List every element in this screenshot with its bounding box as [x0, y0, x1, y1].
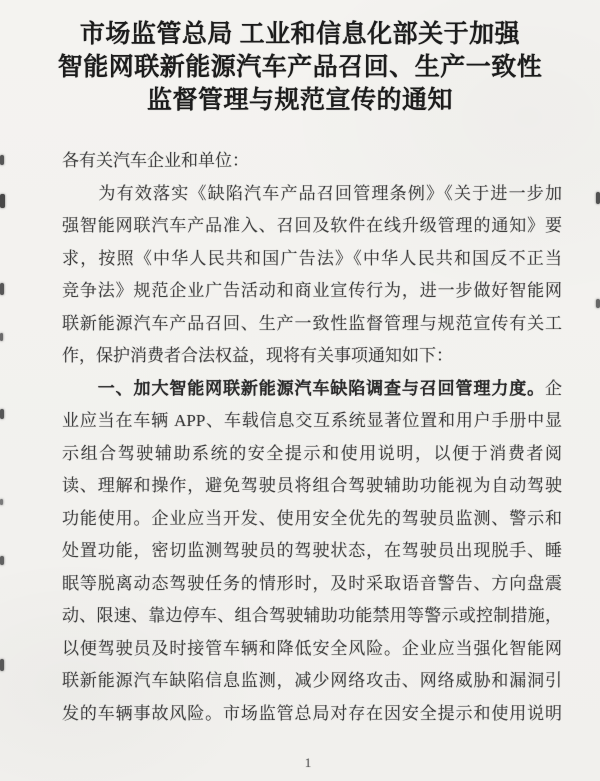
text-line: [62, 405, 562, 438]
text-line: [62, 308, 562, 341]
scan-artifact: [0, 155, 4, 165]
text-line: [62, 243, 562, 276]
title-line-2: 智能网联新能源汽车产品召回、生产一致性: [57, 54, 543, 81]
text-segment: 以便驾驶员及时接管车辆和降低安全风险。企业应当强化智能网: [62, 638, 562, 658]
text-line: [62, 568, 562, 601]
text-line: [62, 698, 562, 731]
text-line: [62, 665, 562, 698]
scan-artifact: [0, 556, 4, 565]
scan-artifact: [596, 299, 600, 308]
page-number: 1: [304, 755, 312, 770]
text-segment: 示组合驾驶辅助系统的安全提示和使用说明，以便于消费者阅: [62, 443, 562, 463]
title-line-3: 监督管理与规范宣传的通知: [146, 87, 453, 114]
text-line: [62, 275, 562, 308]
text-line: [62, 145, 562, 178]
text-line: [62, 600, 562, 633]
text-line: [62, 633, 562, 666]
scan-artifact: [0, 333, 3, 341]
document-title: [0, 18, 600, 117]
text-segment: 发的车辆事故风险。市场监管总局对存在因安全提示和使用说明: [62, 703, 562, 723]
text-segment: [62, 379, 98, 398]
scan-artifact: [0, 659, 4, 671]
scan-artifact: [0, 194, 5, 208]
text-segment: 读、理解和操作，避免驾驶员将组合驾驶辅助功能视为自动驾驶: [62, 476, 562, 495]
text-line: [62, 340, 562, 373]
text-segment: 企: [545, 378, 563, 398]
text-line: [62, 373, 562, 406]
text-line: [62, 438, 562, 471]
text-segment: 处置功能，密切监测驾驶员的驾驶状态，在驾驶员出现脱手、睡: [62, 541, 562, 560]
document-body: [62, 145, 562, 730]
text-line: [62, 535, 562, 568]
scan-artifact: [0, 409, 4, 419]
text-line: [62, 178, 562, 211]
text-segment: 强智能网联汽车产品准入、召回及软件在线升级管理的通知》要: [62, 216, 562, 235]
text-segment: 眠等脱离动态驾驶任务的情形时，及时采取语音警告、方向盘震: [62, 573, 562, 593]
bold-text-segment: 一、加大智能网联新能源汽车缺陷调查与召回管理力度。: [97, 378, 546, 398]
scan-artifact: [596, 192, 600, 204]
text-segment: 业应当在车辆 APP、车载信息交互系统显著位置和用户手册中显: [62, 411, 562, 430]
text-segment: 求，按照《中华人民共和国广告法》《中华人民共和国反不正当: [62, 248, 562, 268]
scan-artifact: [0, 283, 4, 295]
scan-artifact: [0, 499, 3, 505]
text-line: [62, 503, 562, 536]
text-line: [62, 210, 562, 243]
text-segment: 动、限速、靠边停车、组合驾驶辅助功能禁用等警示或控制措施，: [62, 606, 562, 625]
text-segment: 功能使用。企业应当开发、使用安全优先的驾驶员监测、警示和: [62, 508, 562, 528]
text-segment: 联新能源汽车产品召回、生产一致性监督管理与规范宣传有关工: [62, 313, 562, 333]
text-segment: 作，保护消费者合法权益，现将有关事项通知如下：: [62, 346, 453, 365]
text-segment: 为有效落实《缺陷汽车产品召回管理条例》《关于进一步加: [62, 183, 562, 203]
text-segment: 竞争法》规范企业广告活动和商业宣传行为，进一步做好智能网: [62, 281, 562, 300]
text-segment: 各有关汽车企业和单位：: [62, 151, 249, 170]
title-line-1: 市场监管总局 工业和信息化部关于加强: [79, 21, 521, 48]
text-segment: 联新能源汽车缺陷信息监测，减少网络攻击、网络威胁和漏洞引: [62, 671, 562, 690]
text-line: [62, 470, 562, 503]
